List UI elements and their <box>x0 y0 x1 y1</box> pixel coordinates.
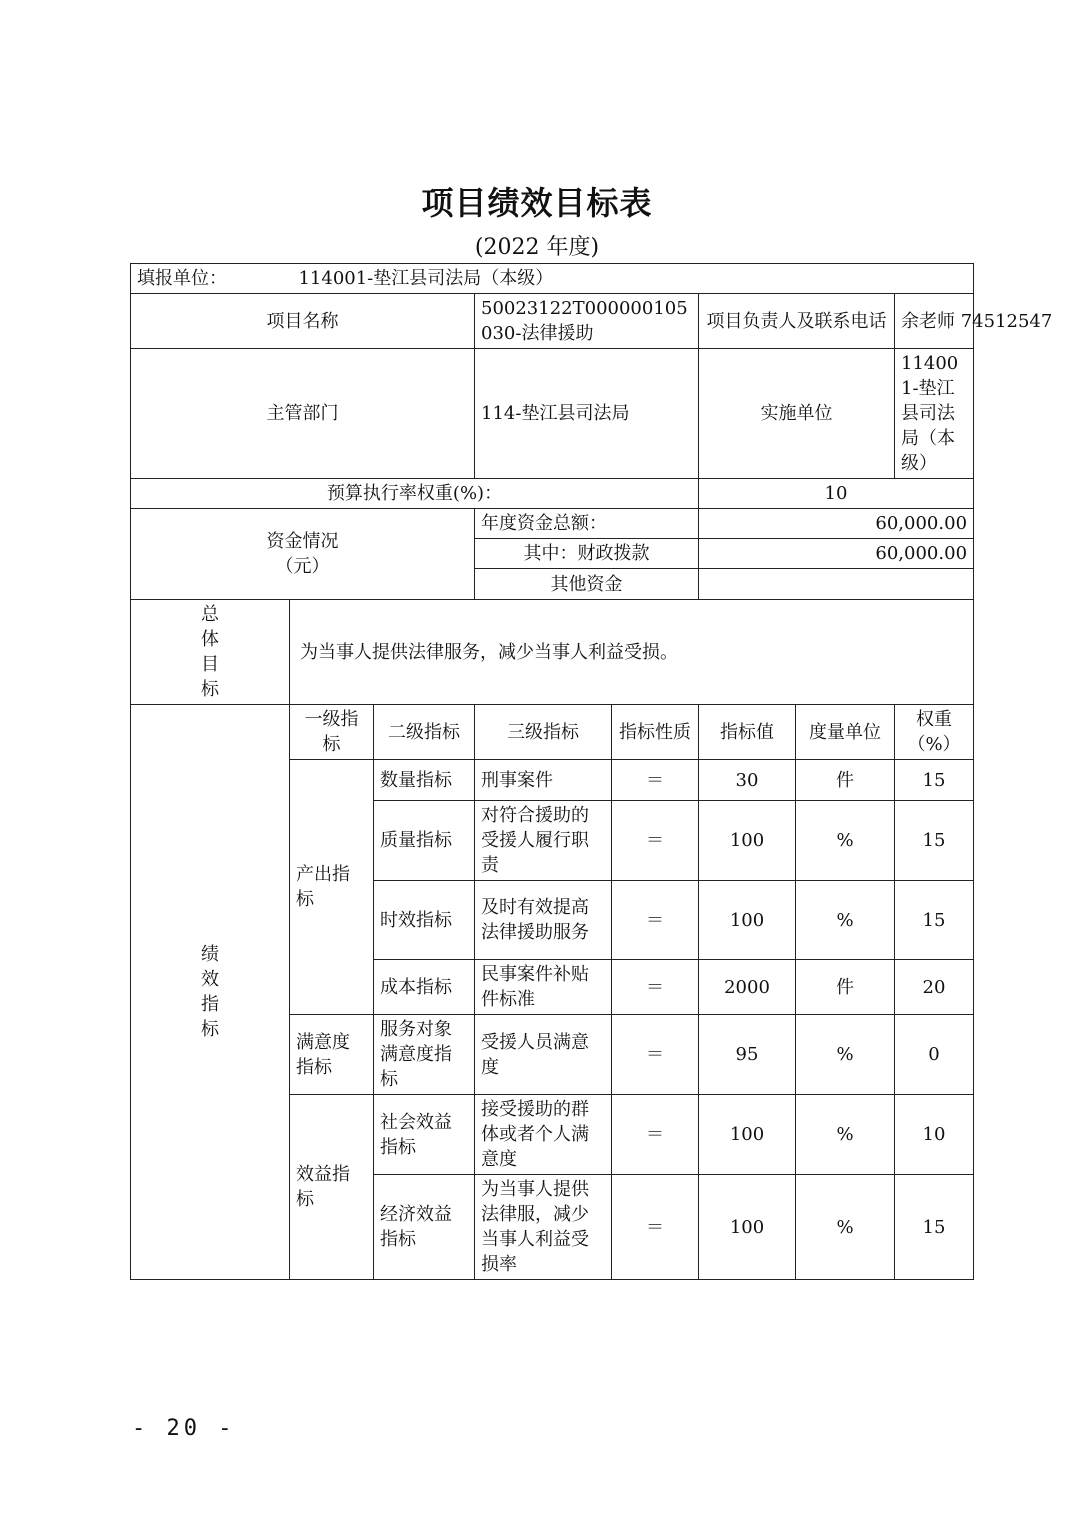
row-unit: % <box>796 1015 895 1095</box>
header-level1: 一级指标 <box>290 705 374 760</box>
row-l3: 对符合援助的受援人履行职责 <box>475 801 612 881</box>
budget-weight-value: 10 <box>699 479 974 509</box>
perf-char-2: 效 <box>201 969 219 990</box>
contact-label: 项目负责人及联系电话 <box>699 294 895 349</box>
row-unit: % <box>796 801 895 881</box>
unit-value: 114001-垫江县司法局（本级） <box>298 268 554 289</box>
row-l3: 接受援助的群体或者个人满意度 <box>475 1095 612 1175</box>
page-number: - 20 - <box>132 1416 236 1441</box>
goal-row <box>131 600 974 705</box>
header-unit: 度量单位 <box>796 705 895 760</box>
row-value: 2000 <box>699 960 796 1015</box>
row-l3: 为当事人提供法律服，减少当事人利益受损率 <box>475 1175 612 1280</box>
row-l3: 受援人员满意度 <box>475 1015 612 1095</box>
funds-total-row <box>131 509 974 539</box>
unit-cell <box>131 264 974 294</box>
year-subtitle: (2022 年度) <box>474 235 600 260</box>
contact-value: 余老师 74512547 <box>895 294 974 349</box>
row-unit: % <box>796 881 895 960</box>
funds-fiscal-value: 60,000.00 <box>699 539 974 569</box>
group-output: 产出指标 <box>290 760 374 1015</box>
project-name-label: 项目名称 <box>131 294 475 349</box>
dept-value: 114-垫江县司法局 <box>475 349 699 479</box>
page-title: 项目绩效目标表 <box>421 184 653 222</box>
row-value: 95 <box>699 1015 796 1095</box>
header-nature: 指标性质 <box>612 705 699 760</box>
row-unit: 件 <box>796 960 895 1015</box>
budget-weight-row <box>131 479 974 509</box>
header-value: 指标值 <box>699 705 796 760</box>
group-benefit: 效益指标 <box>290 1095 374 1280</box>
row-l3: 民事案件补贴件标准 <box>475 960 612 1015</box>
row-weight: 15 <box>895 801 974 881</box>
row-l2: 成本指标 <box>374 960 475 1015</box>
row-l2: 服务对象满意度指标 <box>374 1015 475 1095</box>
dept-label: 主管部门 <box>131 349 475 479</box>
row-value: 30 <box>699 760 796 801</box>
row-weight: 10 <box>895 1095 974 1175</box>
impl-value: 114001-垫江县司法局（本级） <box>895 349 974 479</box>
row-unit: % <box>796 1175 895 1280</box>
row-nature: ＝ <box>612 760 699 801</box>
funds-label-line2: （元） <box>275 556 330 577</box>
header-weight: 权重（%） <box>895 705 974 760</box>
row-unit: 件 <box>796 760 895 801</box>
performance-table <box>130 263 1053 1280</box>
header-row <box>131 705 974 760</box>
row-value: 100 <box>699 1175 796 1280</box>
perf-char-1: 绩 <box>201 944 219 965</box>
budget-weight-label: 预算执行率权重(%)： <box>131 479 699 509</box>
header-level2: 二级指标 <box>374 705 475 760</box>
row-weight: 15 <box>895 881 974 960</box>
row-value: 100 <box>699 801 796 881</box>
row-nature: ＝ <box>612 881 699 960</box>
goal-char-1: 总 <box>201 604 219 625</box>
goal-char-4: 标 <box>201 679 219 700</box>
row-l2: 经济效益指标 <box>374 1175 475 1280</box>
row-nature: ＝ <box>612 960 699 1015</box>
funds-label <box>131 509 475 600</box>
funds-fiscal-label: 其中：财政拨款 <box>475 539 699 569</box>
funds-total-value: 60,000.00 <box>699 509 974 539</box>
goal-label <box>131 600 290 705</box>
header-level3: 三级指标 <box>475 705 612 760</box>
perf-char-3: 指 <box>201 994 219 1015</box>
row-weight: 20 <box>895 960 974 1015</box>
row-weight: 15 <box>895 1175 974 1280</box>
impl-label: 实施单位 <box>699 349 895 479</box>
dept-row <box>131 349 974 479</box>
funds-other-label: 其他资金 <box>475 569 699 600</box>
goal-char-2: 体 <box>201 629 219 650</box>
project-name-value: 50023122T000000105030-法律援助 <box>475 294 699 349</box>
project-row <box>131 294 974 349</box>
row-l2: 质量指标 <box>374 801 475 881</box>
row-weight: 15 <box>895 760 974 801</box>
funds-other-value <box>699 569 974 600</box>
unit-row <box>131 264 974 294</box>
row-nature: ＝ <box>612 1015 699 1095</box>
row-value: 100 <box>699 881 796 960</box>
goal-char-3: 目 <box>201 654 219 675</box>
row-nature: ＝ <box>612 1175 699 1280</box>
row-l2: 数量指标 <box>374 760 475 801</box>
funds-total-label: 年度资金总额： <box>475 509 699 539</box>
row-l3: 及时有效提高法律援助服务 <box>475 881 612 960</box>
unit-label: 填报单位： <box>137 268 227 289</box>
perf-char-4: 标 <box>201 1019 219 1040</box>
row-value: 100 <box>699 1095 796 1175</box>
row-nature: ＝ <box>612 1095 699 1175</box>
group-satisfaction: 满意度指标 <box>290 1015 374 1095</box>
row-unit: % <box>796 1095 895 1175</box>
row-l3: 刑事案件 <box>475 760 612 801</box>
perf-label <box>131 705 290 1280</box>
funds-label-line1: 资金情况 <box>266 531 339 552</box>
row-l2: 社会效益指标 <box>374 1095 475 1175</box>
goal-text: 为当事人提供法律服务，减少当事人利益受损。 <box>290 600 974 705</box>
row-l2: 时效指标 <box>374 881 475 960</box>
row-weight: 0 <box>895 1015 974 1095</box>
row-nature: ＝ <box>612 801 699 881</box>
